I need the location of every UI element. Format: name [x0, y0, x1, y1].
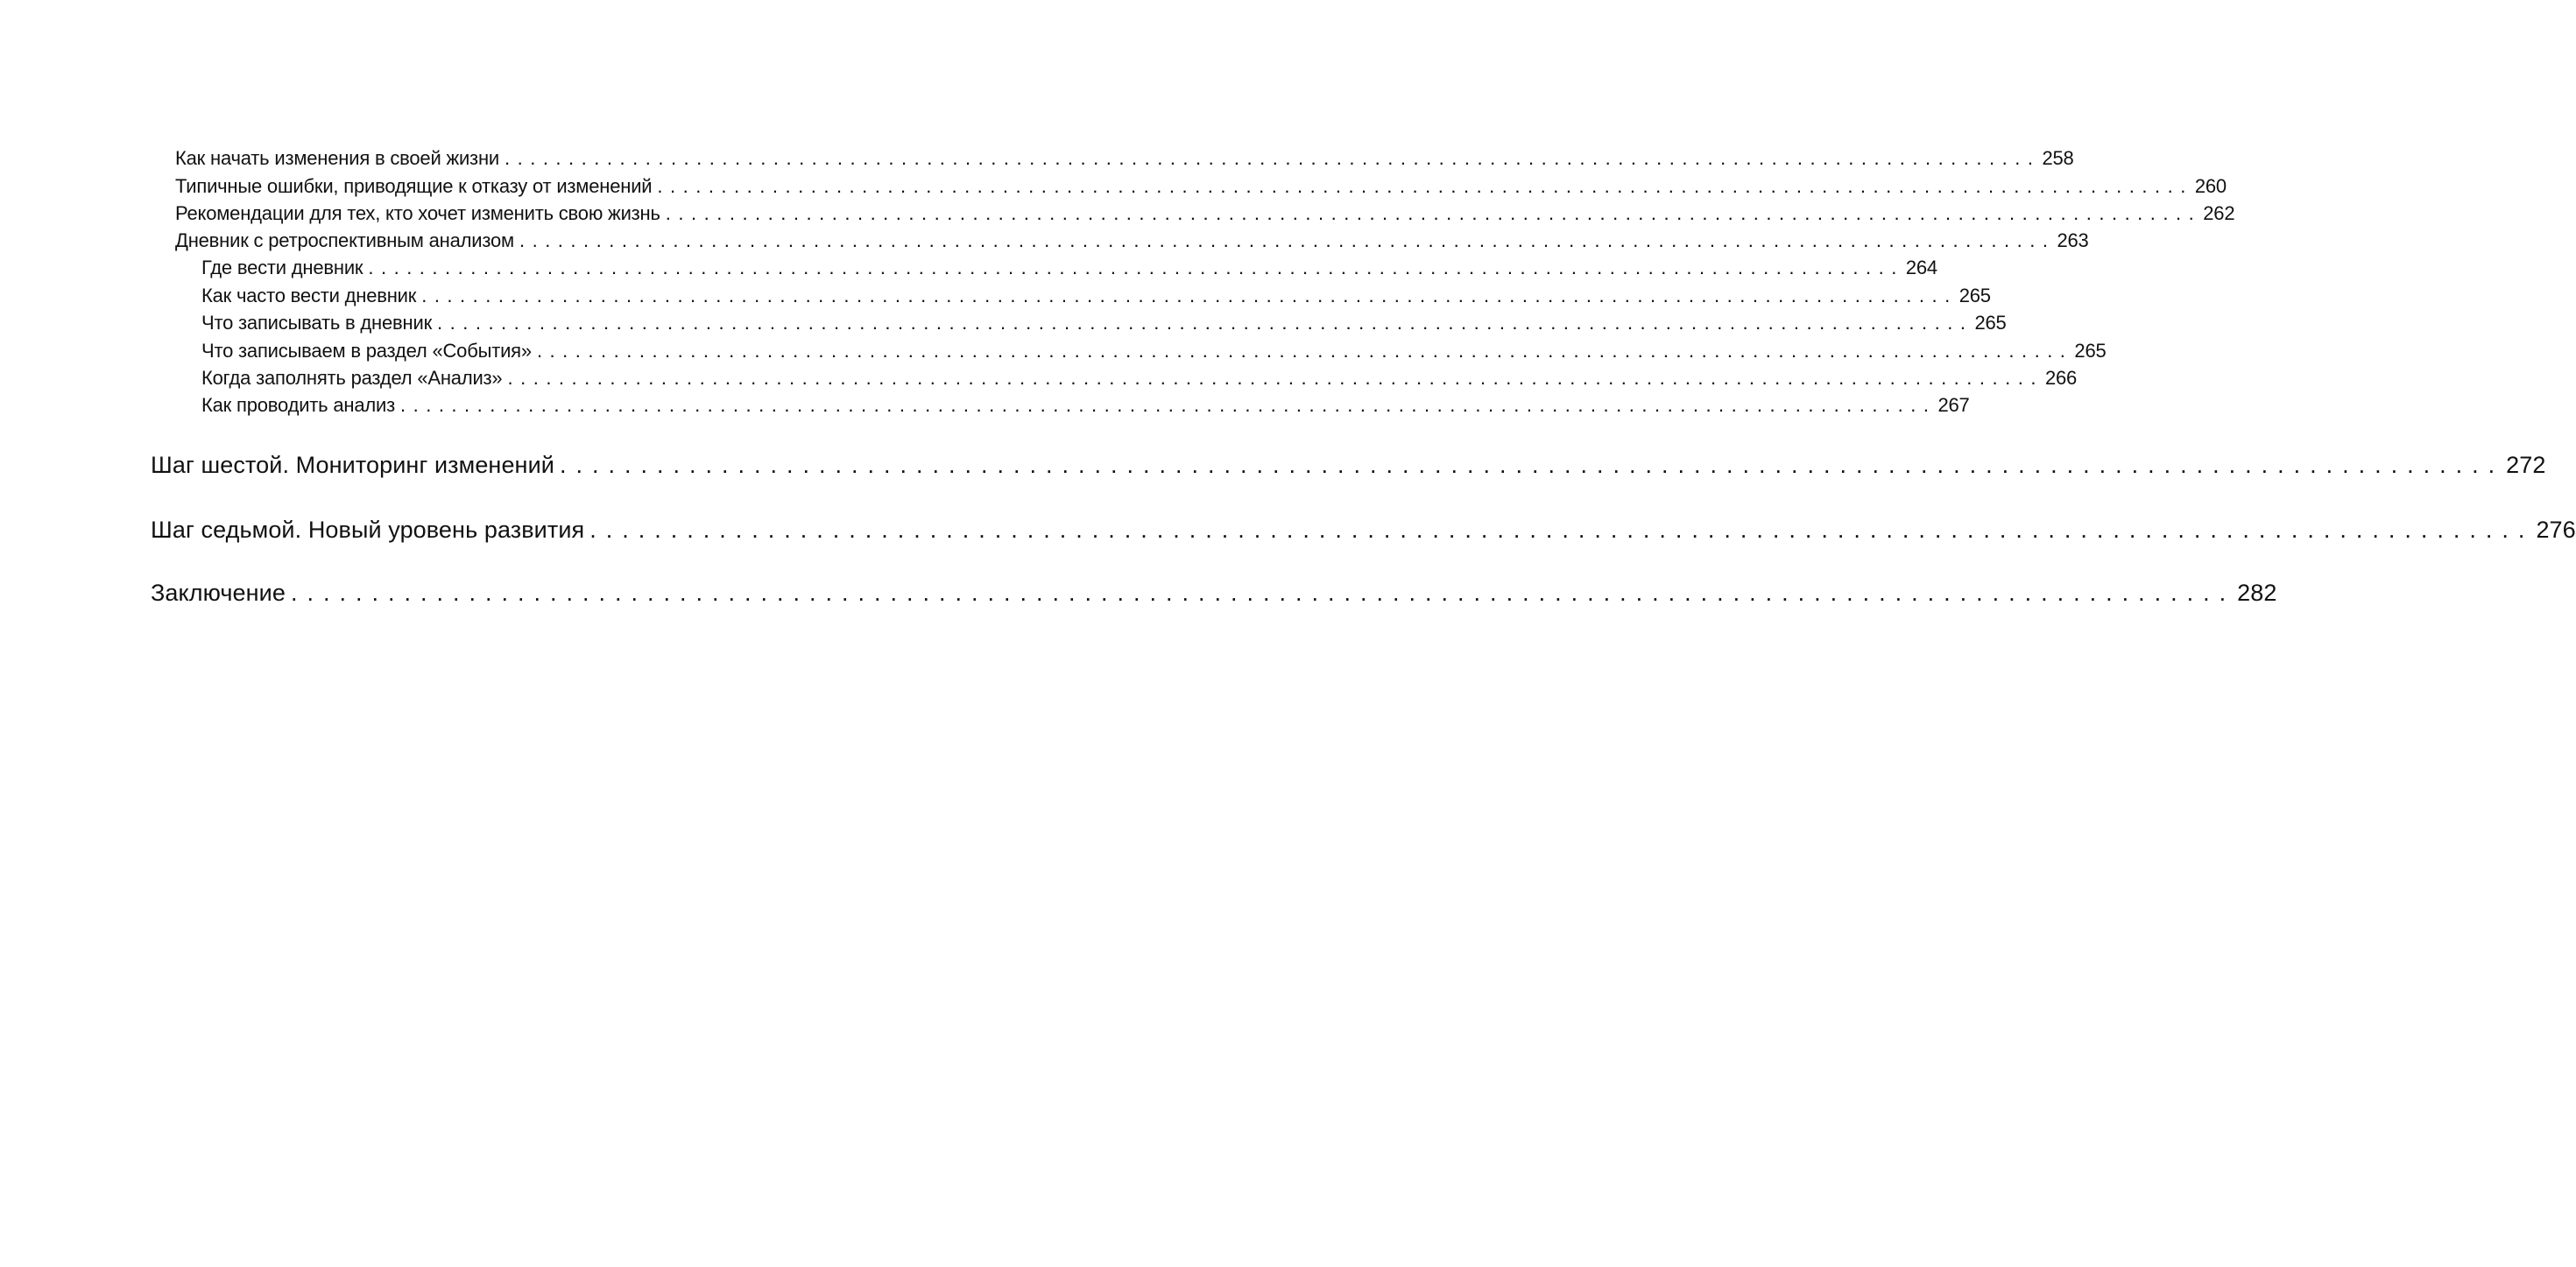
toc-entry-page-number: 267 [1937, 394, 1970, 416]
toc-entry[interactable] [175, 175, 2227, 198]
toc-entry-title: Дневник с ретроспективным анализом [175, 229, 514, 251]
toc-entry[interactable] [151, 452, 2546, 479]
toc-dot-leader: ........................................................................................................................ [559, 452, 2505, 478]
toc-entry-title: Когда заполнять раздел «Анализ» [201, 367, 503, 389]
toc-dot-leader: ........................................................................................................................ [504, 147, 2041, 169]
toc-entry[interactable] [201, 340, 2107, 363]
toc-dot-leader: ........................................................................................................................ [657, 175, 2193, 197]
toc-entry-page-number: 265 [1958, 285, 1991, 306]
toc-entry[interactable] [201, 285, 1991, 307]
toc-entry[interactable] [201, 367, 2078, 390]
toc-entry[interactable] [151, 580, 2277, 607]
toc-entry-page-number: 262 [2203, 202, 2235, 224]
toc-dot-leader: ........................................................................................................................ [507, 367, 2043, 389]
toc-entry-title: Шаг шестой. Мониторинг изменений [151, 452, 554, 478]
toc-entry-page-number: 276 [2536, 517, 2576, 543]
toc-dot-leader: ........................................................................................................................ [519, 229, 2056, 251]
toc-entry-title: Заключение [151, 580, 286, 606]
toc-entry-title: Как часто вести дневник [201, 285, 417, 306]
toc-entry-page-number: 258 [2042, 147, 2074, 169]
toc-entry-title: Рекомендации для тех, кто хочет изменить свою жизнь [175, 202, 660, 224]
toc-entry[interactable] [201, 312, 2007, 334]
toc-entry-page-number: 272 [2506, 452, 2546, 478]
toc-entry-page-number: 265 [1974, 312, 2007, 334]
toc-entry[interactable] [201, 257, 1937, 279]
toc-entry-page-number: 266 [2044, 367, 2078, 389]
toc-dot-leader: ........................................................................................................................ [665, 202, 2202, 224]
toc-entry[interactable] [175, 202, 2235, 225]
toc-entry-title: Типичные ошибки, приводящие к отказу от изменений [175, 175, 653, 197]
toc-entry-title: Где вести дневник [201, 257, 363, 278]
toc-entry[interactable] [201, 394, 1970, 417]
toc-entry[interactable] [175, 229, 2089, 252]
toc-dot-leader: ........................................................................................................................ [368, 257, 1904, 278]
toc-entry-title: Шаг седьмой. Новый уровень развития [151, 517, 585, 543]
toc-dot-leader: ........................................................................................................................ [437, 312, 1973, 334]
toc-dot-leader: ........................................................................................................................ [399, 394, 1937, 416]
toc-dot-leader: ........................................................................................................................ [290, 580, 2236, 606]
toc-dot-leader: ........................................................................................................................ [536, 340, 2073, 362]
toc-entry[interactable] [175, 147, 2074, 170]
toc-entry-page-number: 265 [2074, 340, 2107, 362]
toc-dot-leader: ........................................................................................................................ [421, 285, 1958, 306]
toc-entry-page-number: 282 [2237, 580, 2277, 606]
toc-entry-title: Что записывать в дневник [201, 312, 432, 334]
toc-entry-title: Как начать изменения в своей жизни [175, 147, 499, 169]
toc-dot-leader: ........................................................................................................................ [589, 517, 2535, 543]
toc-entry-title: Что записываем в раздел «События» [201, 340, 532, 362]
toc-entry[interactable] [151, 517, 2576, 544]
toc-entry-page-number: 263 [2057, 229, 2089, 251]
toc-entry-page-number: 260 [2194, 175, 2227, 197]
toc-entry-page-number: 264 [1905, 257, 1937, 278]
toc-entry-title: Как проводить анализ [201, 394, 395, 416]
